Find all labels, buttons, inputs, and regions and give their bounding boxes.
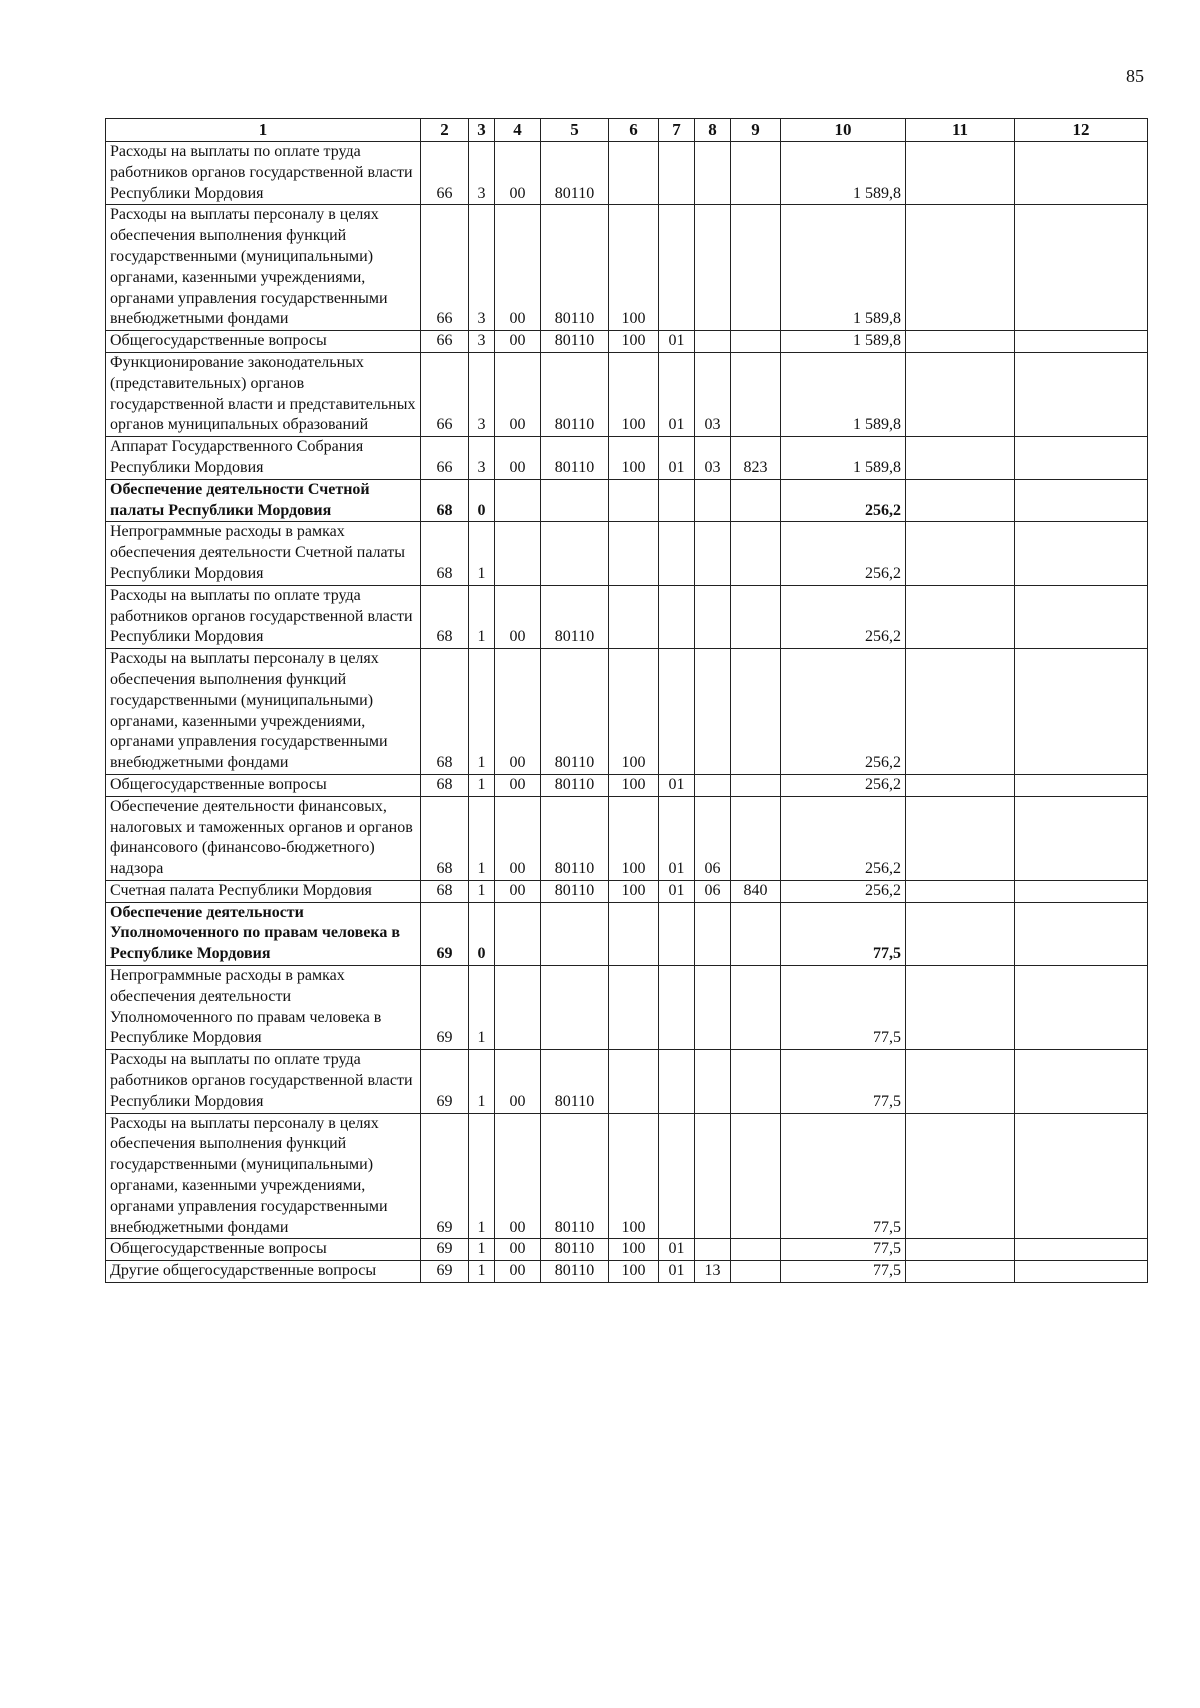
col-6-cell	[609, 522, 659, 585]
col-12-cell	[1015, 331, 1148, 353]
col-2-cell: 69	[421, 1050, 469, 1113]
col-5-cell: 80110	[541, 796, 609, 880]
col-8-cell: 06	[695, 796, 731, 880]
col-11-cell	[906, 774, 1015, 796]
col-8-cell	[695, 1050, 731, 1113]
col-9-cell	[731, 1239, 781, 1261]
budget-table	[105, 118, 1148, 1283]
col-7-cell	[659, 1113, 695, 1239]
col-8-cell	[695, 522, 731, 585]
row-name-cell: Непрограммные расходы в рамках обеспечения деятельности Уполномоченного по правам человека в Республике Мордовия	[106, 966, 421, 1050]
col-3-cell: 1	[469, 880, 495, 902]
col-11-cell	[906, 902, 1015, 965]
col-3-cell: 1	[469, 1113, 495, 1239]
col-10-cell: 256,2	[781, 774, 906, 796]
table-row	[106, 966, 1148, 1050]
col-12-cell	[1015, 774, 1148, 796]
col-3-cell: 1	[469, 1239, 495, 1261]
col-5-cell: 80110	[541, 1239, 609, 1261]
col-3-cell: 1	[469, 1050, 495, 1113]
col-10-cell: 1 589,8	[781, 352, 906, 436]
col-6-cell: 100	[609, 1239, 659, 1261]
col-6-cell: 100	[609, 1113, 659, 1239]
col-11-cell	[906, 205, 1015, 331]
col-11-cell	[906, 142, 1015, 205]
col-2-cell: 68	[421, 585, 469, 648]
col-6-cell	[609, 585, 659, 648]
row-name-cell: Общегосударственные вопросы	[106, 1239, 421, 1261]
col-11-cell	[906, 331, 1015, 353]
col-5-cell: 80110	[541, 880, 609, 902]
row-name-cell: Общегосударственные вопросы	[106, 774, 421, 796]
col-11-cell	[906, 649, 1015, 775]
table-header-row	[106, 119, 1148, 142]
table-row	[106, 1239, 1148, 1261]
col-8-cell: 13	[695, 1261, 731, 1283]
col-6-cell: 100	[609, 205, 659, 331]
col-9-cell	[731, 1113, 781, 1239]
col-2-cell: 66	[421, 142, 469, 205]
col-7-cell: 01	[659, 352, 695, 436]
col-2-cell: 66	[421, 352, 469, 436]
col-4-cell: 00	[495, 437, 541, 480]
col-3-cell: 0	[469, 479, 495, 522]
col-6-cell	[609, 479, 659, 522]
col-11-cell	[906, 479, 1015, 522]
col-12-cell	[1015, 1113, 1148, 1239]
col-5-cell: 80110	[541, 585, 609, 648]
col-12-cell	[1015, 479, 1148, 522]
col-8-cell: 03	[695, 352, 731, 436]
col-8-cell	[695, 479, 731, 522]
col-11-cell	[906, 1113, 1015, 1239]
column-header-5: 5	[541, 119, 609, 142]
table-row	[106, 1050, 1148, 1113]
col-6-cell	[609, 902, 659, 965]
table-row	[106, 479, 1148, 522]
col-6-cell: 100	[609, 796, 659, 880]
row-name-cell: Аппарат Государственного Собрания Республики Мордовия	[106, 437, 421, 480]
col-4-cell: 00	[495, 774, 541, 796]
row-name-cell: Расходы на выплаты персоналу в целях обеспечения выполнения функций государственными (муниципальными) органами, казенными учреждениями, органами управления государственными внебюджетными фондами	[106, 649, 421, 775]
col-6-cell: 100	[609, 331, 659, 353]
col-9-cell	[731, 1050, 781, 1113]
table-body	[106, 142, 1148, 1283]
column-header-1: 1	[106, 119, 421, 142]
col-9-cell	[731, 331, 781, 353]
col-3-cell: 0	[469, 902, 495, 965]
col-4-cell: 00	[495, 205, 541, 331]
page-number: 85	[1126, 66, 1144, 86]
col-6-cell: 100	[609, 1261, 659, 1283]
col-4-cell	[495, 479, 541, 522]
col-10-cell: 77,5	[781, 1239, 906, 1261]
col-10-cell: 1 589,8	[781, 142, 906, 205]
col-8-cell: 03	[695, 437, 731, 480]
col-10-cell: 77,5	[781, 1113, 906, 1239]
col-6-cell	[609, 142, 659, 205]
col-4-cell	[495, 966, 541, 1050]
col-9-cell	[731, 649, 781, 775]
col-5-cell	[541, 479, 609, 522]
col-7-cell	[659, 902, 695, 965]
col-3-cell: 1	[469, 585, 495, 648]
table-row	[106, 352, 1148, 436]
col-7-cell: 01	[659, 1261, 695, 1283]
col-10-cell: 77,5	[781, 1050, 906, 1113]
col-3-cell: 3	[469, 437, 495, 480]
col-3-cell: 1	[469, 649, 495, 775]
col-10-cell: 256,2	[781, 479, 906, 522]
col-11-cell	[906, 966, 1015, 1050]
col-5-cell	[541, 902, 609, 965]
col-4-cell: 00	[495, 585, 541, 648]
table-row	[106, 437, 1148, 480]
row-name-cell: Обеспечение деятельности Уполномоченного по правам человека в Республике Мордовия	[106, 902, 421, 965]
col-8-cell	[695, 205, 731, 331]
col-2-cell: 68	[421, 774, 469, 796]
col-6-cell	[609, 966, 659, 1050]
col-2-cell: 68	[421, 796, 469, 880]
column-header-2: 2	[421, 119, 469, 142]
row-name-cell: Другие общегосударственные вопросы	[106, 1261, 421, 1283]
col-4-cell	[495, 902, 541, 965]
col-9-cell	[731, 902, 781, 965]
col-4-cell: 00	[495, 1113, 541, 1239]
col-3-cell: 1	[469, 1261, 495, 1283]
col-5-cell	[541, 522, 609, 585]
col-4-cell: 00	[495, 142, 541, 205]
col-5-cell: 80110	[541, 142, 609, 205]
row-name-cell: Обеспечение деятельности Счетной палаты Республики Мордовия	[106, 479, 421, 522]
col-6-cell: 100	[609, 437, 659, 480]
col-11-cell	[906, 796, 1015, 880]
col-4-cell: 00	[495, 352, 541, 436]
col-7-cell: 01	[659, 1239, 695, 1261]
col-6-cell: 100	[609, 352, 659, 436]
row-name-cell: Счетная палата Республики Мордовия	[106, 880, 421, 902]
row-name-cell: Расходы на выплаты персоналу в целях обеспечения выполнения функций государственными (муниципальными) органами, казенными учреждениями, органами управления государственными внебюджетными фондами	[106, 205, 421, 331]
column-header-8: 8	[695, 119, 731, 142]
column-header-11: 11	[906, 119, 1015, 142]
col-7-cell: 01	[659, 880, 695, 902]
col-2-cell: 69	[421, 966, 469, 1050]
col-7-cell	[659, 142, 695, 205]
col-11-cell	[906, 437, 1015, 480]
col-5-cell: 80110	[541, 1050, 609, 1113]
table-row	[106, 142, 1148, 205]
row-name-cell: Расходы на выплаты персоналу в целях обеспечения выполнения функций государственными (муниципальными) органами, казенными учреждениями, органами управления государственными внебюджетными фондами	[106, 1113, 421, 1239]
col-3-cell: 1	[469, 522, 495, 585]
col-4-cell	[495, 522, 541, 585]
col-3-cell: 3	[469, 331, 495, 353]
col-9-cell: 840	[731, 880, 781, 902]
col-9-cell	[731, 966, 781, 1050]
col-9-cell: 823	[731, 437, 781, 480]
row-name-cell: Непрограммные расходы в рамках обеспечения деятельности Счетной палаты Республики Мордовия	[106, 522, 421, 585]
col-12-cell	[1015, 1239, 1148, 1261]
col-9-cell	[731, 352, 781, 436]
row-name-cell: Расходы на выплаты по оплате труда работников органов государственной власти Республики Мордовия	[106, 142, 421, 205]
col-3-cell: 1	[469, 966, 495, 1050]
col-9-cell	[731, 1261, 781, 1283]
col-12-cell	[1015, 142, 1148, 205]
col-8-cell	[695, 585, 731, 648]
table-row	[106, 649, 1148, 775]
col-7-cell	[659, 522, 695, 585]
col-7-cell: 01	[659, 331, 695, 353]
col-4-cell: 00	[495, 1261, 541, 1283]
col-9-cell	[731, 479, 781, 522]
row-name-cell: Обеспечение деятельности финансовых, налоговых и таможенных органов и органов финансового (финансово-бюджетного) надзора	[106, 796, 421, 880]
col-8-cell	[695, 966, 731, 1050]
col-12-cell	[1015, 205, 1148, 331]
col-8-cell	[695, 331, 731, 353]
col-8-cell	[695, 649, 731, 775]
col-7-cell	[659, 649, 695, 775]
col-9-cell	[731, 205, 781, 331]
col-10-cell: 256,2	[781, 649, 906, 775]
col-10-cell: 1 589,8	[781, 331, 906, 353]
column-header-12: 12	[1015, 119, 1148, 142]
col-10-cell: 256,2	[781, 796, 906, 880]
row-name-cell: Функционирование законодательных (представительных) органов государственной власти и представительных органов муниципальных образований	[106, 352, 421, 436]
col-7-cell	[659, 585, 695, 648]
col-7-cell	[659, 1050, 695, 1113]
col-8-cell	[695, 142, 731, 205]
col-2-cell: 69	[421, 1261, 469, 1283]
col-4-cell: 00	[495, 649, 541, 775]
col-2-cell: 66	[421, 437, 469, 480]
col-6-cell	[609, 1050, 659, 1113]
col-8-cell: 06	[695, 880, 731, 902]
col-2-cell: 68	[421, 649, 469, 775]
row-name-cell: Расходы на выплаты по оплате труда работников органов государственной власти Республики Мордовия	[106, 1050, 421, 1113]
col-3-cell: 1	[469, 796, 495, 880]
table-row	[106, 205, 1148, 331]
col-5-cell: 80110	[541, 1113, 609, 1239]
col-10-cell: 77,5	[781, 902, 906, 965]
col-12-cell	[1015, 649, 1148, 775]
col-12-cell	[1015, 1050, 1148, 1113]
col-5-cell: 80110	[541, 649, 609, 775]
col-12-cell	[1015, 966, 1148, 1050]
col-11-cell	[906, 1050, 1015, 1113]
col-5-cell: 80110	[541, 331, 609, 353]
col-11-cell	[906, 585, 1015, 648]
column-header-4: 4	[495, 119, 541, 142]
col-12-cell	[1015, 796, 1148, 880]
col-10-cell: 77,5	[781, 1261, 906, 1283]
col-2-cell: 68	[421, 880, 469, 902]
col-2-cell: 68	[421, 479, 469, 522]
table-row	[106, 331, 1148, 353]
table-row	[106, 522, 1148, 585]
col-10-cell: 256,2	[781, 880, 906, 902]
col-4-cell: 00	[495, 1050, 541, 1113]
col-12-cell	[1015, 352, 1148, 436]
col-2-cell: 69	[421, 902, 469, 965]
table-row	[106, 1261, 1148, 1283]
col-5-cell: 80110	[541, 774, 609, 796]
col-9-cell	[731, 522, 781, 585]
col-9-cell	[731, 774, 781, 796]
col-11-cell	[906, 880, 1015, 902]
col-8-cell	[695, 1113, 731, 1239]
col-6-cell: 100	[609, 649, 659, 775]
col-12-cell	[1015, 437, 1148, 480]
col-8-cell	[695, 1239, 731, 1261]
col-10-cell: 1 589,8	[781, 205, 906, 331]
col-12-cell	[1015, 902, 1148, 965]
column-header-9: 9	[731, 119, 781, 142]
col-4-cell: 00	[495, 880, 541, 902]
col-4-cell: 00	[495, 1239, 541, 1261]
col-5-cell: 80110	[541, 1261, 609, 1283]
col-9-cell	[731, 142, 781, 205]
table-row	[106, 585, 1148, 648]
col-5-cell: 80110	[541, 205, 609, 331]
row-name-cell: Общегосударственные вопросы	[106, 331, 421, 353]
col-11-cell	[906, 1261, 1015, 1283]
col-11-cell	[906, 522, 1015, 585]
column-header-7: 7	[659, 119, 695, 142]
col-12-cell	[1015, 522, 1148, 585]
col-12-cell	[1015, 880, 1148, 902]
row-name-cell: Расходы на выплаты по оплате труда работников органов государственной власти Республики Мордовия	[106, 585, 421, 648]
col-4-cell: 00	[495, 331, 541, 353]
col-5-cell	[541, 966, 609, 1050]
col-4-cell: 00	[495, 796, 541, 880]
col-3-cell: 3	[469, 352, 495, 436]
col-2-cell: 66	[421, 205, 469, 331]
col-11-cell	[906, 352, 1015, 436]
col-9-cell	[731, 585, 781, 648]
col-12-cell	[1015, 585, 1148, 648]
col-7-cell	[659, 205, 695, 331]
col-5-cell: 80110	[541, 352, 609, 436]
col-7-cell	[659, 479, 695, 522]
col-7-cell: 01	[659, 437, 695, 480]
col-12-cell	[1015, 1261, 1148, 1283]
column-header-10: 10	[781, 119, 906, 142]
table-row	[106, 880, 1148, 902]
col-8-cell	[695, 774, 731, 796]
col-7-cell: 01	[659, 796, 695, 880]
col-3-cell: 3	[469, 142, 495, 205]
col-5-cell: 80110	[541, 437, 609, 480]
col-10-cell: 256,2	[781, 585, 906, 648]
col-2-cell: 69	[421, 1113, 469, 1239]
column-header-3: 3	[469, 119, 495, 142]
col-3-cell: 3	[469, 205, 495, 331]
table-row	[106, 1113, 1148, 1239]
col-6-cell: 100	[609, 880, 659, 902]
table-row	[106, 796, 1148, 880]
col-10-cell: 256,2	[781, 522, 906, 585]
col-2-cell: 69	[421, 1239, 469, 1261]
col-9-cell	[731, 796, 781, 880]
col-8-cell	[695, 902, 731, 965]
column-header-6: 6	[609, 119, 659, 142]
col-3-cell: 1	[469, 774, 495, 796]
col-11-cell	[906, 1239, 1015, 1261]
col-10-cell: 1 589,8	[781, 437, 906, 480]
col-2-cell: 68	[421, 522, 469, 585]
table-row	[106, 774, 1148, 796]
col-10-cell: 77,5	[781, 966, 906, 1050]
col-6-cell: 100	[609, 774, 659, 796]
col-2-cell: 66	[421, 331, 469, 353]
table-row	[106, 902, 1148, 965]
col-7-cell: 01	[659, 774, 695, 796]
col-7-cell	[659, 966, 695, 1050]
